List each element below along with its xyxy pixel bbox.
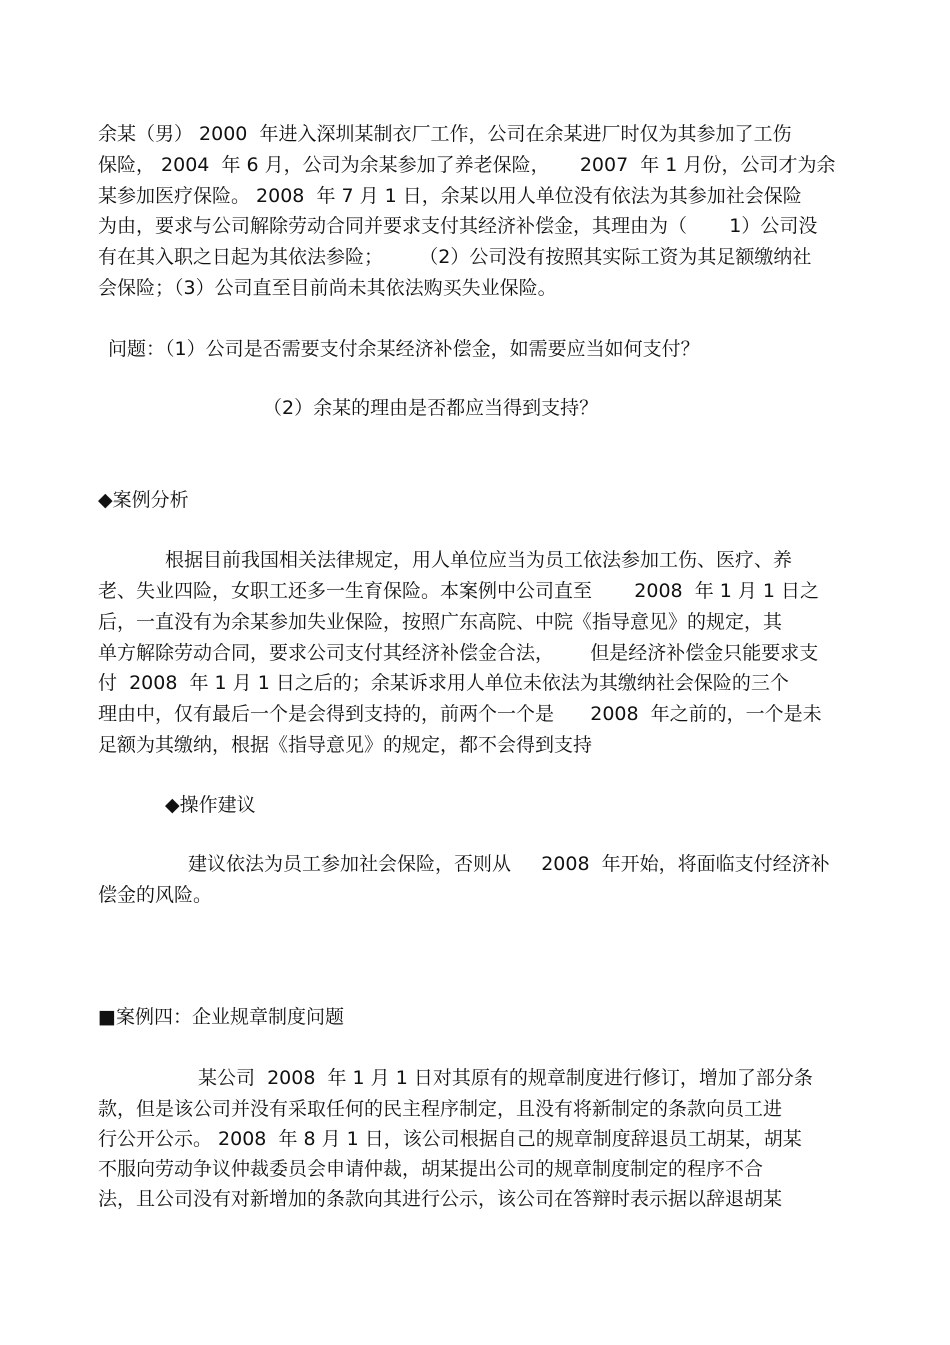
advice-line-1: 建议依法为员工参加社会保险，否则从 2008 年开始，将面临支付经济补 bbox=[188, 853, 830, 875]
case4-body-line-5: 法，且公司没有对新增加的条款向其进行公示，该公司在答辩时表示据以辞退胡某 bbox=[98, 1188, 783, 1210]
case4-body-line-1: 某公司 2008 年 1 月 1 日对其原有的规章制度进行修订，增加了部分条 bbox=[198, 1067, 813, 1089]
analysis-heading: ◆案例分析 bbox=[98, 489, 189, 511]
question-2: （2）余某的理由是否都应当得到支持？ bbox=[263, 397, 599, 419]
case3-facts-line-6: 会保险；（3）公司直至目前尚未其依法购买失业保险。 bbox=[98, 277, 557, 299]
analysis-line-5: 付 2008 年 1 月 1 日之后的；余某诉求用人单位未依法为其缴纳社会保险的三个 bbox=[98, 672, 789, 694]
advice-line-2: 偿金的风险。 bbox=[98, 884, 213, 906]
analysis-line-7: 足额为其缴纳，根据《指导意见》的规定，都不会得到支持 bbox=[98, 734, 593, 756]
analysis-line-4: 单方解除劳动合同，要求公司支付其经济补偿金合法， 但是经济补偿金只能要求支 bbox=[98, 642, 819, 664]
case4-body-line-4: 不服向劳动争议仲裁委员会申请仲裁，胡某提出公司的规章制度制定的程序不合 bbox=[98, 1158, 764, 1180]
case4-heading: ■案例四：企业规章制度问题 bbox=[98, 1006, 344, 1028]
case3-facts-line-4: 为由，要求与公司解除劳动合同并要求支付其经济补偿金，其理由为（ 1）公司没 bbox=[98, 215, 818, 237]
case3-facts-line-1: 余某（男） 2000 年进入深圳某制衣厂工作，公司在余某进厂时仅为其参加了工伤 bbox=[98, 123, 792, 145]
case4-body-line-3: 行公开公示。 2008 年 8 月 1 日，该公司根据自己的规章制度辞退员工胡某，胡某 bbox=[98, 1128, 802, 1150]
analysis-line-3: 后，一直没有为余某参加失业保险，按照广东高院、中院《指导意见》的规定，其 bbox=[98, 611, 783, 633]
case3-facts-line-5: 有在其入职之日起为其依法参险； （2）公司没有按照其实际工资为其足额缴纳社 bbox=[98, 246, 812, 268]
case3-facts-line-2: 保险， 2004 年 6 月，公司为余某参加了养老保险， 2007 年 1 月份，公司才为余 bbox=[98, 154, 836, 176]
question-1: 问题：（1）公司是否需要支付余某经济补偿金，如需要应当如何支付？ bbox=[108, 338, 700, 360]
analysis-line-1: 根据目前我国相关法律规定，用人单位应当为员工依法参加工伤、医疗、养 bbox=[165, 549, 793, 571]
case3-facts-line-3: 某参加医疗保险。 2008 年 7 月 1 日，余某以用人单位没有依法为其参加社会保险 bbox=[98, 185, 802, 207]
analysis-line-6: 理由中，仅有最后一个是会得到支持的，前两个一个是 2008 年之前的，一个是未 bbox=[98, 703, 822, 725]
case4-body-line-2: 款，但是该公司并没有采取任何的民主程序制定，且没有将新制定的条款向员工进 bbox=[98, 1098, 783, 1120]
analysis-line-2: 老、失业四险，女职工还多一生育保险。本案例中公司直至 2008 年 1 月 1 日之 bbox=[98, 580, 820, 602]
advice-heading: ◆操作建议 bbox=[165, 794, 256, 816]
